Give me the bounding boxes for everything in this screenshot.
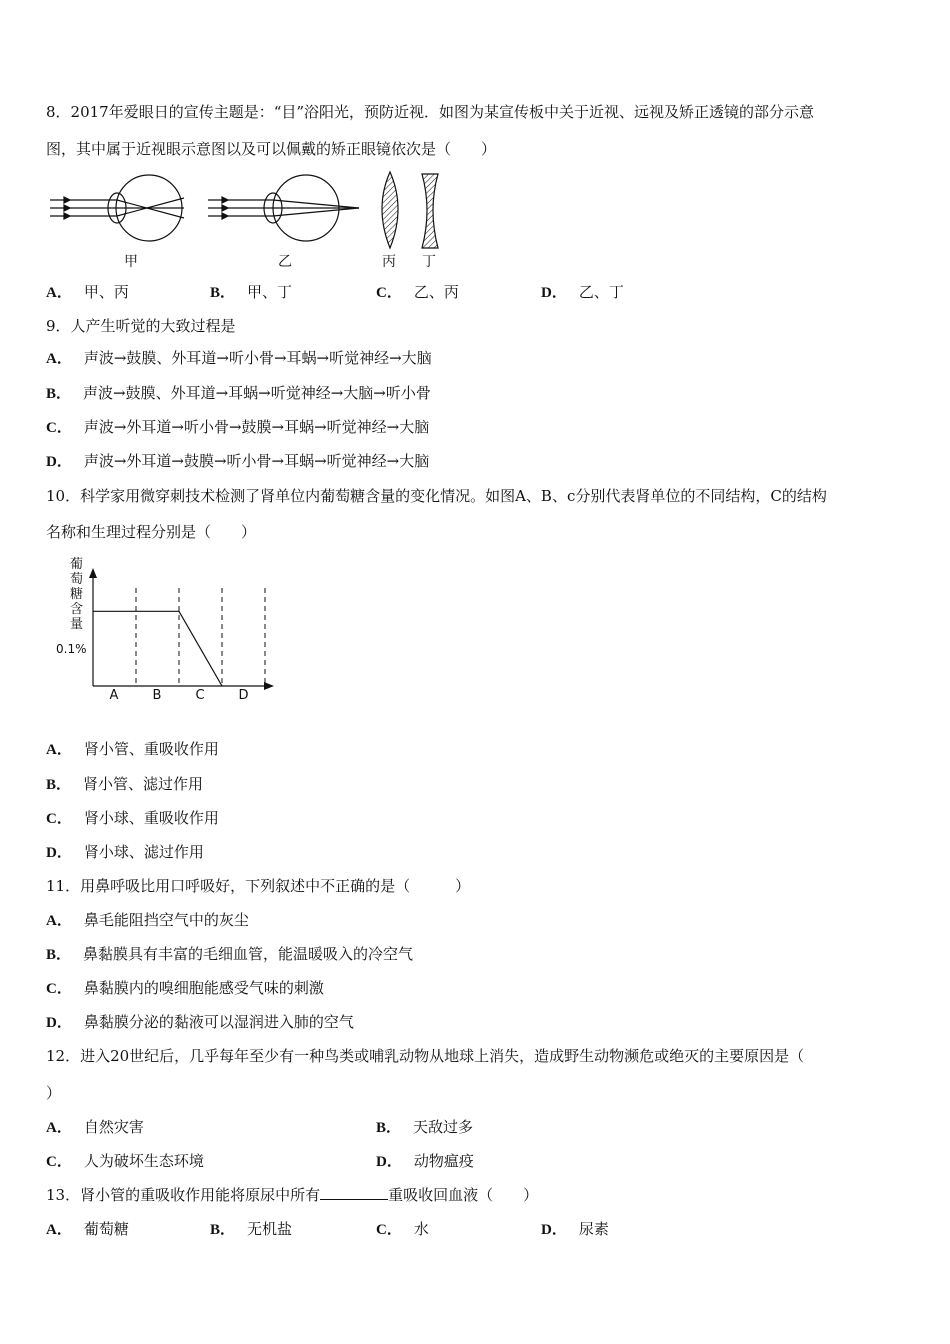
q12-option-b[interactable]: B． 天敌过多 bbox=[376, 1118, 474, 1136]
fig-label-bing: 丙 bbox=[382, 254, 396, 270]
x-tick-label: D bbox=[238, 688, 249, 703]
q8-option-a[interactable]: A． 甲、丙 bbox=[46, 283, 129, 301]
convex-lens-bing bbox=[382, 172, 398, 248]
y-label-char: 葡 bbox=[70, 557, 84, 572]
q8-option-c[interactable]: C． 乙、丙 bbox=[376, 283, 459, 301]
chart-category-labels bbox=[110, 688, 249, 703]
q8-option-b[interactable]: B． 甲、丁 bbox=[210, 283, 293, 301]
q10-option-a[interactable]: A． 肾小管、重吸收作用 bbox=[46, 740, 219, 758]
y-label-char: 糖 bbox=[70, 587, 84, 602]
q11-option-a[interactable]: A． 鼻毛能阻挡空气中的灰尘 bbox=[46, 911, 249, 929]
q8-option-d[interactable]: D． 乙、丁 bbox=[541, 283, 624, 301]
q8-stem-line1: 8．2017年爱眼日的宣传主题是：“目”浴阳光，预防近视．如图为某宣传板中关于近视、远视及矫正透镜的部分示意 bbox=[46, 103, 815, 121]
q9-option-a[interactable]: A． 声波→鼓膜、外耳道→听小骨→耳蜗→听觉神经→大脑 bbox=[46, 349, 432, 367]
eye-diagram-yi bbox=[208, 175, 359, 241]
y-label-char: 量 bbox=[70, 617, 84, 632]
q8-stem-line2: 图，其中属于近视眼示意图以及可以佩戴的矫正眼镜依次是（ ） bbox=[46, 140, 497, 158]
q12-stem-line1: 12．进入20世纪后，几乎每年至少有一种鸟类或哺乳动物从地球上消失，造成野生动物濒危或绝灭的主要原因是（ bbox=[46, 1047, 805, 1065]
q13-option-c[interactable]: C． 水 bbox=[376, 1220, 429, 1238]
q13-stem: 13．肾小管的重吸收作用能将原尿中所有 重吸收回血液（ ） bbox=[46, 1186, 539, 1204]
q9-option-b[interactable]: B． 声波→鼓膜、外耳道→耳蜗→听觉神经→大脑→听小骨 bbox=[46, 384, 431, 402]
fig-label-jia: 甲 bbox=[124, 254, 138, 270]
q9-stem: 9．人产生听觉的大致过程是 bbox=[46, 317, 236, 335]
chart-dividers bbox=[136, 588, 265, 686]
concave-lens-ding bbox=[422, 174, 438, 248]
q13-option-a[interactable]: A． 葡萄糖 bbox=[46, 1220, 129, 1238]
y-tick-label: 0.1% bbox=[56, 642, 87, 656]
x-tick-label: C bbox=[195, 688, 205, 703]
q13-option-d[interactable]: D． 尿素 bbox=[541, 1220, 609, 1238]
glucose-chart bbox=[46, 552, 286, 712]
y-axis-label bbox=[70, 557, 83, 632]
q11-option-d[interactable]: D． 鼻黏膜分泌的黏液可以湿润进入肺的空气 bbox=[46, 1013, 354, 1031]
fill-in-blank[interactable] bbox=[320, 1185, 388, 1200]
q10-option-d[interactable]: D． 肾小球、滤过作用 bbox=[46, 843, 204, 861]
q12-option-d[interactable]: D． 动物瘟疫 bbox=[376, 1152, 474, 1170]
q11-option-c[interactable]: C． 鼻黏膜内的嗅细胞能感受气味的刺激 bbox=[46, 979, 324, 997]
x-tick-label: B bbox=[152, 688, 162, 703]
x-tick-label: A bbox=[109, 688, 119, 703]
q12-option-a[interactable]: A． 自然灾害 bbox=[46, 1118, 144, 1136]
y-axis-arrow bbox=[89, 568, 97, 578]
q11-option-b[interactable]: B． 鼻黏膜具有丰富的毛细血管，能温暖吸入的冷空气 bbox=[46, 945, 414, 963]
q11-stem: 11．用鼻呼吸比用口呼吸好，下列叙述中不正确的是（ ） bbox=[46, 877, 471, 895]
q10-option-b[interactable]: B． 肾小管、滤过作用 bbox=[46, 775, 204, 793]
q13-option-b[interactable]: B． 无机盐 bbox=[210, 1220, 293, 1238]
q8-eye-lens-figure bbox=[44, 168, 464, 272]
x-axis-arrow bbox=[264, 682, 274, 690]
fig-label-ding: 丁 bbox=[422, 254, 436, 270]
q12-stem-line2: ） bbox=[46, 1084, 62, 1102]
eye-diagram-jia bbox=[50, 175, 184, 241]
q12-option-c[interactable]: C． 人为破坏生态环境 bbox=[46, 1152, 204, 1170]
q10-stem-line2: 名称和生理过程分别是（ ） bbox=[46, 523, 257, 541]
glucose-series-line bbox=[93, 611, 222, 686]
y-label-char: 含 bbox=[70, 602, 84, 617]
q9-option-c[interactable]: C． 声波→外耳道→听小骨→鼓膜→耳蜗→听觉神经→大脑 bbox=[46, 418, 430, 436]
y-label-char: 萄 bbox=[70, 572, 84, 587]
q10-option-c[interactable]: C． 肾小球、重吸收作用 bbox=[46, 809, 219, 827]
fig-label-yi: 乙 bbox=[278, 254, 292, 270]
q9-option-d[interactable]: D． 声波→外耳道→鼓膜→听小骨→耳蜗→听觉神经→大脑 bbox=[46, 452, 430, 470]
q10-stem-line1: 10．科学家用微穿刺技术检测了肾单位内葡萄糖含量的变化情况。如图A、B、c分别代表肾单位的不同结构，C的结构 bbox=[46, 487, 827, 505]
